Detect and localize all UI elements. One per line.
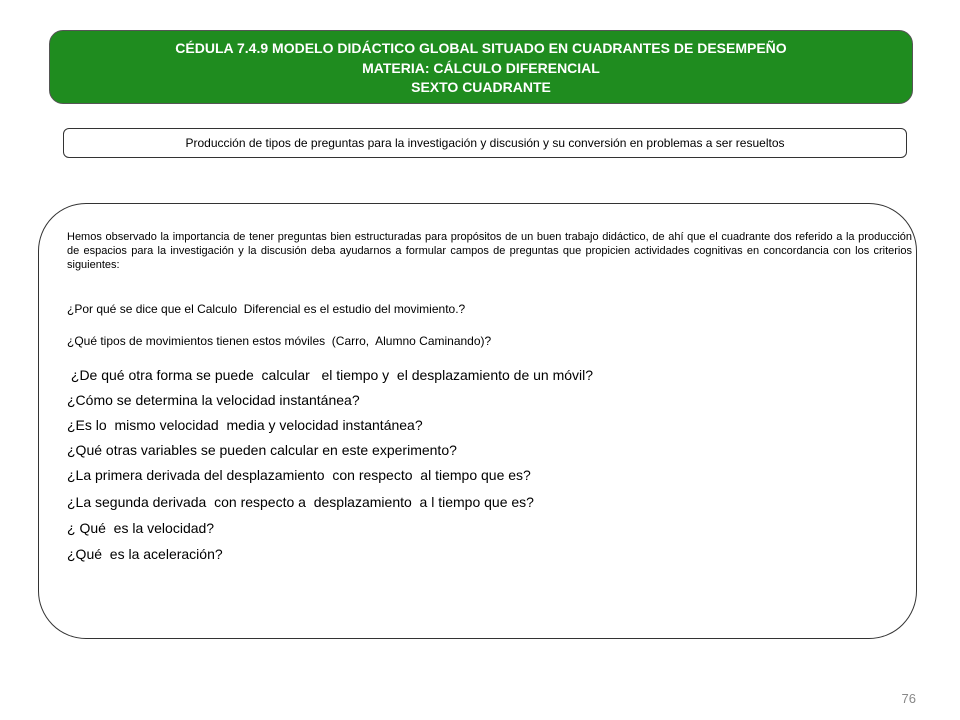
title-line-cuadrante: SEXTO CUADRANTE (411, 79, 551, 95)
title-line-cedula: CÉDULA 7.4.9 MODELO DIDÁCTICO GLOBAL SITUADO EN CUADRANTES DE DESEMPEÑO (175, 40, 787, 56)
question-item: ¿ Qué es la velocidad? (67, 520, 215, 536)
question-item: ¿Es lo mismo velocidad media y velocidad instantánea? (67, 417, 423, 433)
intro-paragraph: Hemos observado la importancia de tener preguntas bien estructuradas para propósitos de un buen trabajo didáctico, de ahí que el cuadrante dos referido a la producción de espacios para la investigación y la discusión deba ayudarnos a formular campos de preguntas que propicien actividades cognitivas en concordancia con los criterios siguientes: (67, 231, 912, 271)
page-number: 76 (901, 691, 916, 706)
subtitle-box (63, 128, 907, 158)
question-item: ¿La segunda derivada con respecto a desplazamiento a l tiempo que es? (67, 494, 534, 510)
question-item: ¿Cómo se determina la velocidad instantánea? (67, 392, 360, 408)
question-item: ¿Qué otras variables se pueden calcular en este experimento? (67, 442, 457, 458)
title-line-materia: MATERIA: CÁLCULO DIFERENCIAL (362, 59, 600, 76)
question-item: ¿De qué otra forma se puede calcular el tiempo y el desplazamiento de un móvil? (67, 367, 594, 383)
question-item: ¿La primera derivada del desplazamiento con respecto al tiempo que es? (67, 467, 531, 483)
title-banner (49, 30, 913, 104)
question-item: ¿Qué es la aceleración? (67, 546, 223, 562)
question-item: ¿Por qué se dice que el Calculo Diferencial es el estudio del movimiento.? (67, 302, 466, 316)
question-item: ¿Qué tipos de movimientos tienen estos móviles (Carro, Alumno Caminando)? (67, 334, 492, 348)
subtitle-text: Producción de tipos de preguntas para la investigación y discusión y su conversión en problemas a ser resueltos (185, 136, 785, 150)
